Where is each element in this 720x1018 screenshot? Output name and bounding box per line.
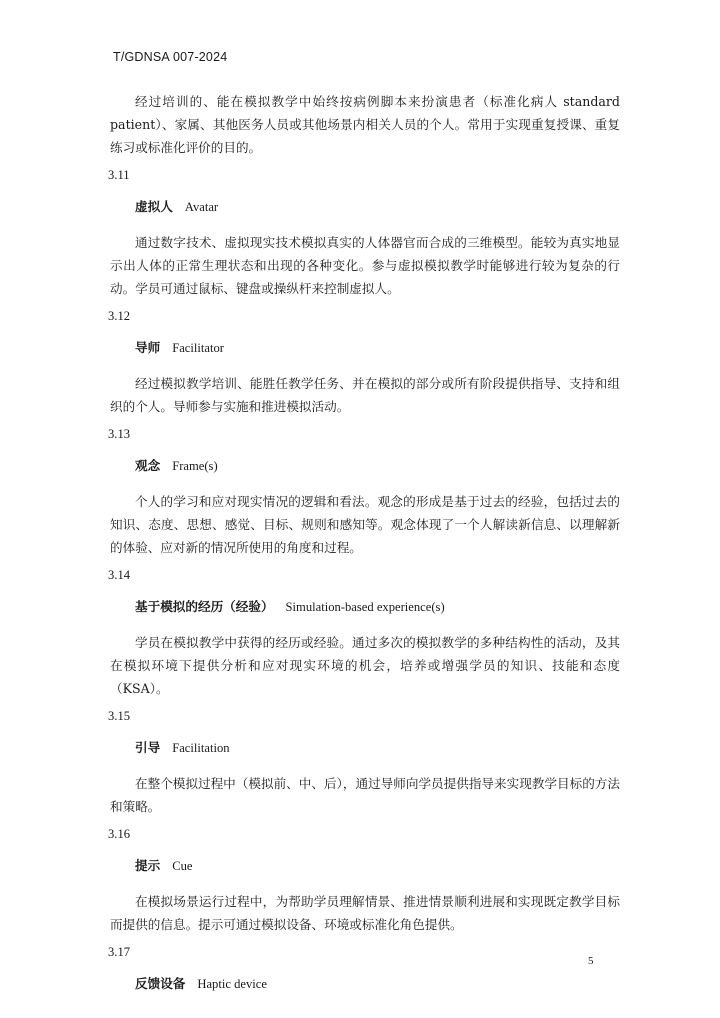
intro-paragraph: 经过培训的、能在模拟教学中始终按病例脚本来扮演患者（标准化病人 standard patient）、家属、其他医务人员或其他场景内相关人员的个人。常用于实现重复授课、重复练习或标准化评价的目的。 [110,94,620,155]
section-number: 3.12 [108,309,131,323]
standard-id-header: T/GDNSA 007-2024 [113,50,228,64]
term-heading [135,197,620,217]
term-english: Cue [172,859,193,873]
term-chinese: 反馈设备 [135,976,186,991]
term-heading [135,456,620,476]
term-english: Haptic device [197,977,267,991]
term-heading [135,338,620,358]
section-number: 3.11 [108,168,130,182]
term-chinese: 引导 [135,740,161,755]
page-number: 5 [588,955,594,967]
term-chinese: 虚拟人 [135,199,173,214]
term-chinese: 观念 [135,458,161,473]
term-definition: 个人的学习和应对现实情况的逻辑和看法。观念的形成是基于过去的经验，包括过去的知识、态度、思想、感觉、目标、规则和感知等。观念体现了一个人解读新信息、以理解新的体验、应对新的情况所使用的角度和过程。 [110,494,620,555]
term-heading [135,738,620,758]
term-heading [135,856,620,876]
section-number: 3.13 [108,427,131,441]
term-english: Facilitator [172,341,224,355]
term-definition: 经过模拟教学培训、能胜任教学任务、并在模拟的部分或所有阶段提供指导、支持和组织的个人。导师参与实施和推进模拟活动。 [110,376,620,414]
term-definition: 在模拟场景运行过程中，为帮助学员理解情景、推进情景顺利进展和实现既定教学目标而提供的信息。提示可通过模拟设备、环境或标准化角色提供。 [110,894,620,932]
term-definition: 在整个模拟过程中（模拟前、中、后），通过导师向学员提供指导来实现教学目标的方法和策略。 [110,776,620,814]
term-heading [135,974,620,994]
term-english: Frame(s) [172,459,218,473]
term-definition: 学员在模拟教学中获得的经历或经验。通过多次的模拟教学的多种结构性的活动，及其在模拟环境下提供分析和应对现实环境的机会，培养或增强学员的知识、技能和态度（KSA）。 [110,635,620,696]
term-heading [135,597,620,617]
section-number: 3.17 [108,945,131,959]
section-number: 3.16 [108,827,131,841]
section-number: 3.14 [108,568,131,582]
document-body [110,90,620,1008]
term-english: Avatar [184,200,219,214]
term-chinese: 提示 [135,858,161,873]
section-number: 3.15 [108,709,131,723]
term-chinese: 导师 [135,340,161,355]
term-english: Facilitation [172,741,230,755]
term-chinese: 基于模拟的经历（经验） [135,599,274,614]
term-english: Simulation-based experience(s) [285,600,445,614]
term-definition: 通过数字技术、虚拟现实技术模拟真实的人体器官而合成的三维模型。能较为真实地显示出人体的正常生理状态和出现的各种变化。参与虚拟模拟教学时能够进行较为复杂的行动。学员可通过鼠标、键盘或操纵杆来控制虚拟人。 [110,235,620,296]
